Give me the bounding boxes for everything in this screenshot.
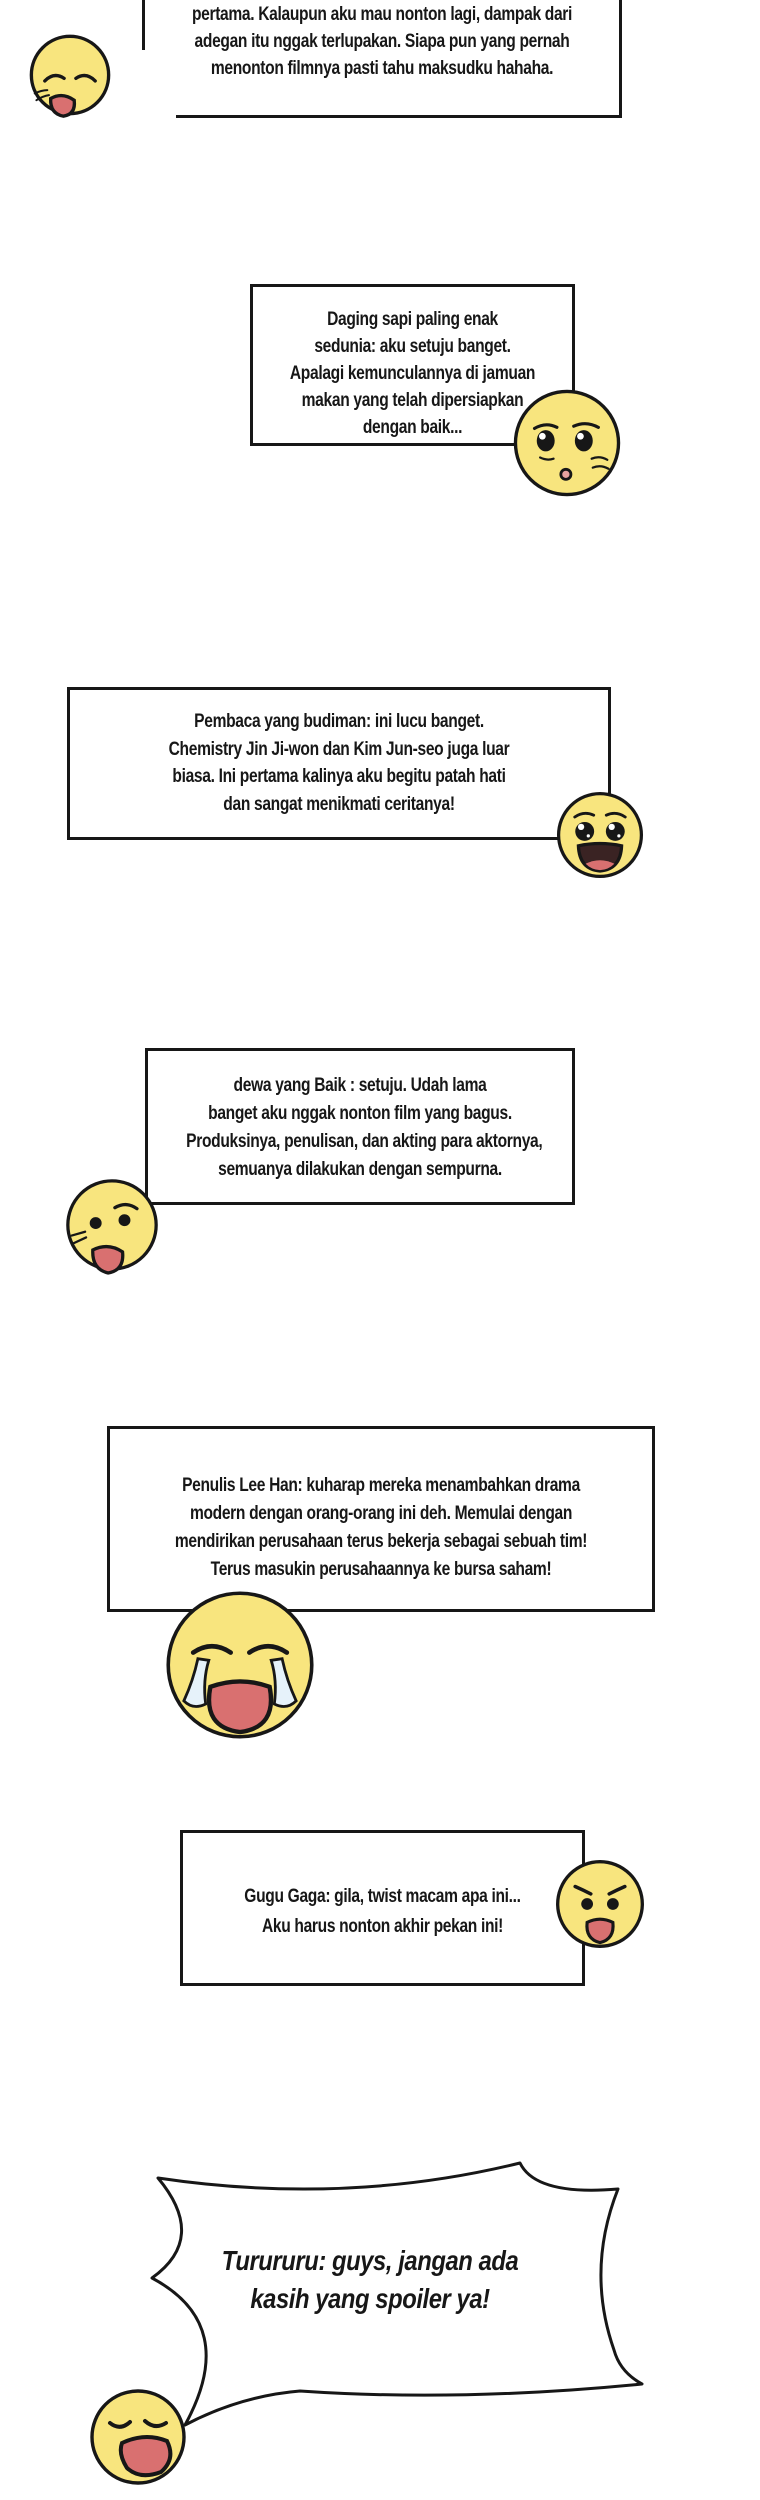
bubble-6-text [219, 1833, 546, 1942]
bubble-2-line-3: Apalagi kemunculannya di jamuan [289, 363, 536, 384]
bubble-1-line-1: pertama. Kalaupun aku mau nonton lagi, dampak dari [191, 4, 573, 25]
bubble-3-line-3: biasa. Ini pertama kalinya aku begitu patah hati [172, 766, 506, 787]
relieved-tongue-out-face-icon [28, 33, 112, 117]
bubble-4-text [186, 1051, 543, 1184]
bubble-6-line-1: Gugu Gaga: gila, twist macam apa ini... [244, 1886, 521, 1907]
playful-tongue-out-face-icon [64, 1177, 160, 1273]
whistling-face-icon [511, 387, 623, 499]
bubble-4-line-4: semuanya dilakukan dengan sempurna. [218, 1159, 502, 1180]
speech-bubble-3 [67, 687, 611, 840]
bubble-1-text [188, 0, 577, 82]
bubble-1-border-gap [134, 50, 176, 126]
bubble-3-line-4: dan sangat menikmati ceritanya! [223, 793, 455, 815]
bubble-6-line-2: Aku harus nonton akhir pekan ini! [261, 1916, 504, 1937]
bubble-4-line-1: dewa yang Baik : setuju. Udah lama [233, 1075, 487, 1096]
bubble-5-line-1: Penulis Lee Han: kuharap mereka menambahkan drama [182, 1475, 580, 1496]
mischievous-tongue-out-face-icon [554, 1858, 646, 1950]
bubble-3-line-1: Pembaca yang budiman: ini lucu banget. [194, 711, 484, 732]
bubble-4-line-3: Produksinya, penulisan, dan akting para aktornya, [186, 1131, 543, 1152]
bubble-3-line-2: Chemistry Jin Ji-won dan Kim Jun-seo juga luar [168, 738, 510, 760]
bubble-1-line-2: adegan itu nggak terlupakan. Siapa pun yang pernah [194, 31, 570, 52]
burst-line-1: Turururu: guys, jangan ada [221, 2245, 519, 2276]
burst-line-2: kasih yang spoiler ya! [250, 2283, 490, 2314]
bubble-2-line-4: makan yang telah dipersiapkan [301, 390, 524, 411]
bubble-1-line-3: menonton filmnya pasti tahu maksudku hahaha. [210, 58, 554, 79]
bubble-2-text [282, 287, 544, 441]
bubble-2-line-2: sedunia: aku setuju banget. [314, 336, 511, 357]
speech-bubble-4 [145, 1048, 575, 1205]
bubble-4-line-2: banget aku nggak nonton film yang bagus. [208, 1103, 512, 1124]
excited-sparkle-eyes-face-icon [555, 790, 645, 880]
bubble-2-line-1: Daging sapi paling enak [327, 309, 498, 330]
bubble-5-line-2: modern dengan orang-orang ini deh. Memulai dengan [189, 1503, 573, 1524]
speech-bubble-5 [107, 1426, 655, 1612]
laughing-face-icon [88, 2387, 188, 2487]
speech-bubble-1 [142, 0, 622, 118]
bubble-5-line-4: Terus masukin perusahaannya ke bursa saham! [210, 1559, 552, 1580]
bubble-5-text [159, 1429, 603, 1584]
burst-bubble-text [187, 2242, 553, 2318]
bubble-5-line-3: mendirikan perusahaan terus bekerja sebagai sebuah tim! [174, 1531, 588, 1552]
crying-face-icon [162, 1587, 318, 1743]
bubble-2-line-5: dengan baik... [362, 417, 463, 438]
speech-bubble-6 [180, 1830, 585, 1986]
bubble-3-text [118, 690, 559, 818]
